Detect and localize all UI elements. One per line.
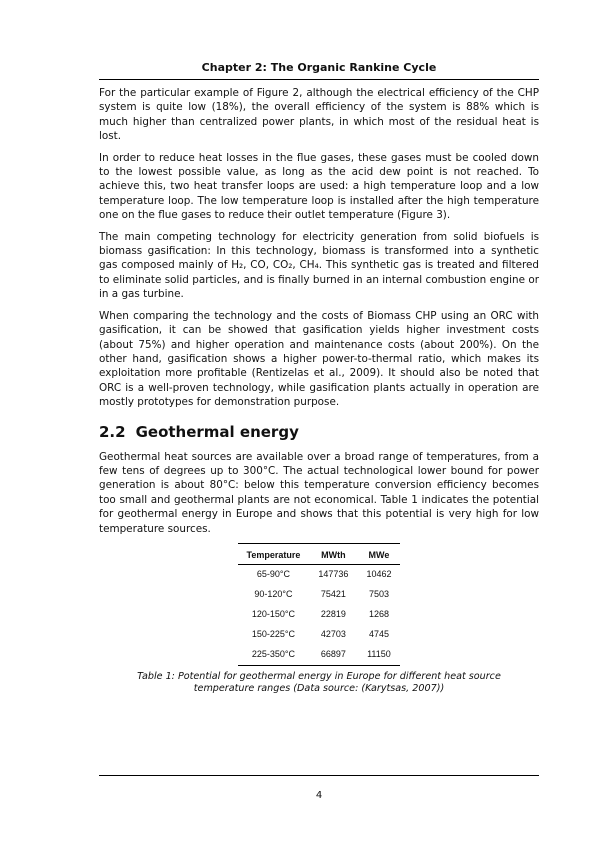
- table-header-row: [238, 543, 401, 564]
- geothermal-potential-table: [238, 543, 401, 666]
- table-cell: 150-225°C: [251, 629, 296, 640]
- column-header: MWe: [357, 543, 400, 564]
- paragraph: For the particular example of Figure 2, although the electrical efficiency of the CHP system is quite low (18%), the overall efficiency of the system is 88% which is much higher than centralized power plants, in which most of the residual heat is lost.: [99, 87, 539, 143]
- table-cell: 4745: [368, 629, 389, 640]
- paragraph: The main competing technology for electricity generation from solid biofuels is biomass gasification: In this technology, biomass is transformed into a synthetic gas composed mainly of H₂, CO, CO₂, CH₄. This synthetic gas is treated and filtered to eliminate solid particles, and is finally burned in an internal combustion engine or in a gas turbine.: [99, 230, 539, 301]
- table-cell: 120-150°C: [251, 609, 296, 620]
- column-header: MWth: [309, 543, 357, 564]
- table-row: [238, 605, 401, 625]
- page-body: [99, 86, 539, 696]
- header-rule: [99, 79, 539, 80]
- table-cell: 147736: [318, 569, 349, 580]
- table-cell: 66897: [309, 645, 357, 666]
- table-caption: Table 1: Potential for geothermal energy in Europe for different heat source temperature ranges (Data source: (Karytsas, 2007)): [137, 670, 501, 695]
- column-header: Temperature: [238, 543, 310, 564]
- paragraph: In order to reduce heat losses in the flue gases, these gases must be cooled down to the lowest possible value, as long as the acid dew point is not reached. To achieve this, two heat transfer loops are used: a high temperature loop and a low temperature loop. The low temperature loop is installed after the high temperature one on the flue gases to reduce their outlet temperature (Figure 3).: [99, 151, 539, 222]
- footer-rule: [99, 775, 539, 776]
- running-header: Chapter 2: The Organic Rankine Cycle: [201, 61, 437, 74]
- table-cell: 10462: [366, 569, 392, 580]
- section-title: Geothermal energy: [135, 422, 299, 441]
- table-container: [99, 543, 539, 666]
- table-cell: 11150: [357, 645, 400, 666]
- paragraph: Geothermal heat sources are available over a broad range of temperatures, from a few tens of degrees up to 300°C. The actual technological lower bound for power generation is about 80°C: below this temperature conversion efficiency becomes too small and geothermal plants are not economical. Table 1 indicates the potential for geothermal energy in Europe and shows that this potential is very high for low temperature sources.: [99, 450, 539, 535]
- section-number: 2.2: [99, 422, 126, 441]
- table-cell: 225-350°C: [238, 645, 310, 666]
- table-row: [238, 564, 401, 585]
- table-cell: 65-90°C: [256, 569, 291, 580]
- section-heading: [99, 422, 539, 442]
- table-cell: 22819: [320, 609, 346, 620]
- table-cell: 7503: [368, 589, 389, 600]
- table-row: [238, 585, 401, 605]
- paragraph: When comparing the technology and the costs of Biomass CHP using an ORC with gasification, it can be showed that gasification yields higher investment costs (about 75%) and higher operation and maintenance costs (about 200%). On the other hand, gasification shows a higher power-to-thermal ratio, which makes its exploitation more profitable (Rentizelas et al., 2009). It should also be noted that ORC is a well-proven technology, while gasification plants actually in operation are mostly prototypes for demonstration purpose.: [99, 309, 539, 409]
- table-row: [238, 625, 401, 645]
- table-row: [238, 645, 401, 666]
- table-cell: 75421: [320, 589, 346, 600]
- table-cell: 1268: [368, 609, 389, 620]
- table-cell: 42703: [320, 629, 346, 640]
- page-number: 4: [315, 790, 323, 801]
- table-cell: 90-120°C: [254, 589, 293, 600]
